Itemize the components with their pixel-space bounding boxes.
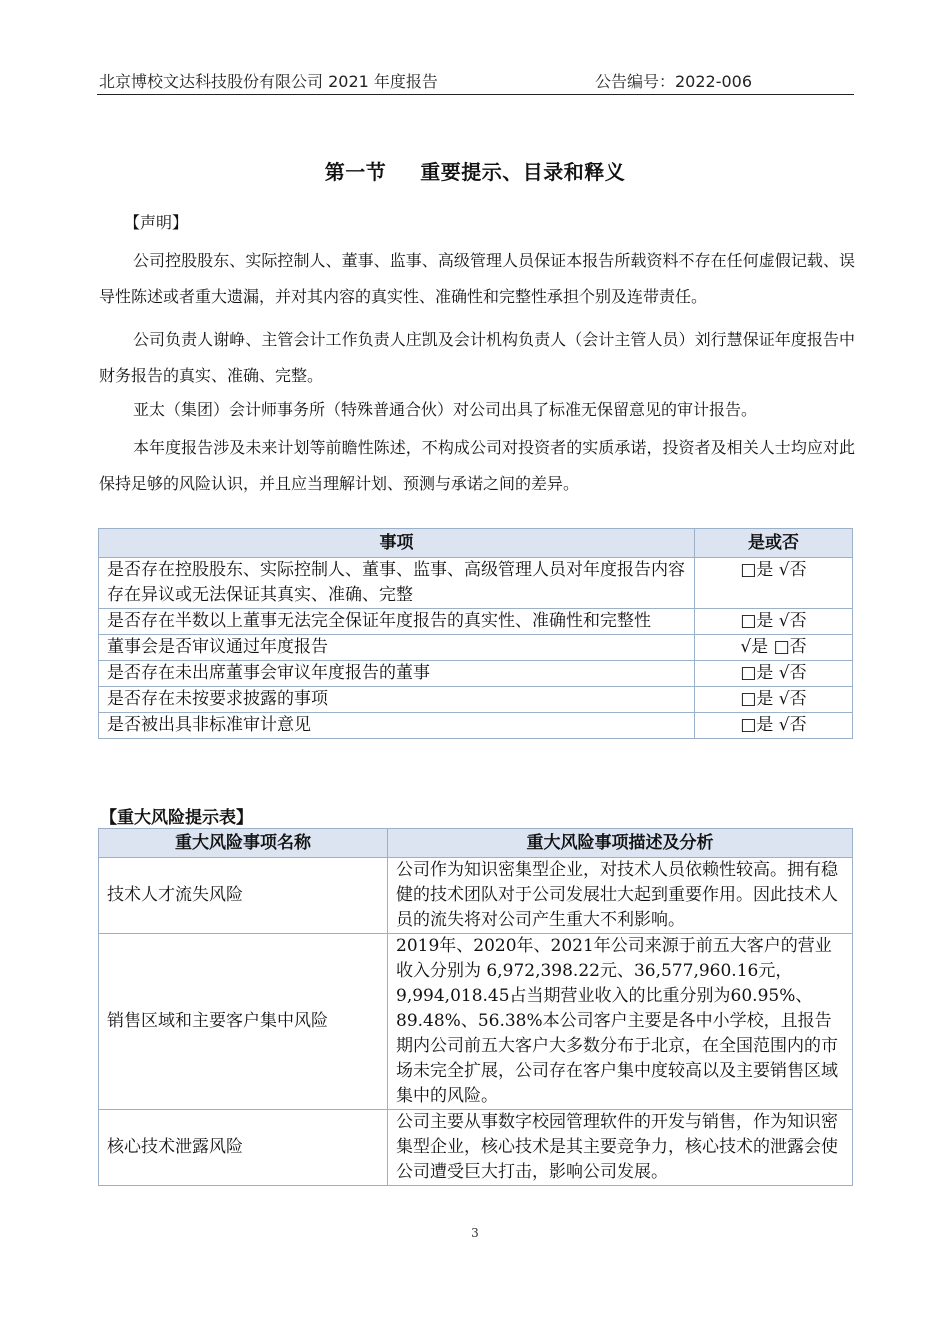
matters-table [98, 528, 853, 739]
section-name: 重要提示、目录和释义 [420, 160, 626, 184]
risk-description: 公司作为知识密集型企业，对技术人员依赖性较高。拥有稳健的技术团队对于公司发展壮大起到重要作用。因此技术人员的流失将对公司产生重大不利影响。 [388, 858, 853, 934]
risk-name: 核心技术泄露风险 [99, 1110, 388, 1186]
matter-item: 是否存在未按要求披露的事项 [99, 687, 695, 713]
risk-table-title: 【重大风险提示表】 [100, 808, 253, 828]
statement-paragraph: 公司控股股东、实际控制人、董事、监事、高级管理人员保证本报告所载资料不存在任何虚假记载、误导性陈述或者重大遗漏，并对其内容的真实性、准确性和完整性承担个别及连带责任。 [99, 251, 855, 306]
table-header-row [99, 829, 853, 858]
statement-paragraph: 公司负责人谢峥、主管会计工作负责人庄凯及会计机构负责人（会计主管人员）刘行慧保证年度报告中财务报告的真实、准确、完整。 [99, 330, 855, 385]
table-header-row [99, 529, 853, 558]
risk-name: 技术人才流失风险 [99, 858, 388, 934]
section-number: 第一节 [324, 160, 387, 184]
page-header [97, 66, 854, 95]
risk-description: 2019年、2020年、2021年公司来源于前五大客户的营业收入分别为 6,972,398.22元、36,577,960.16元，9,994,018.45占当期营业收入的比重分别为60.95%、89.48%、56.38%本公司客户主要是各中小学校，且报告期内公司前五大客户大多数分布于北京，在全国范围内的市场未完全扩展，公司存在客户集中度较高以及主要销售区域集中的风险。 [388, 934, 853, 1110]
table-row [99, 661, 853, 687]
risk-header-name: 重大风险事项名称 [99, 829, 388, 858]
risk-header-desc: 重大风险事项描述及分析 [388, 829, 853, 858]
matters-header-answer: 是或否 [695, 529, 853, 558]
matter-answer: □是 √否 [695, 687, 853, 713]
table-row [99, 934, 853, 1110]
matter-item: 是否存在半数以上董事无法完全保证年度报告的真实性、准确性和完整性 [99, 609, 695, 635]
announcement-number: 公告编号：2022-006 [595, 72, 753, 91]
page-number: 3 [471, 1226, 479, 1240]
table-row [99, 635, 853, 661]
matters-header-item: 事项 [99, 529, 695, 558]
table-row [99, 687, 853, 713]
table-row [99, 858, 853, 934]
table-row [99, 558, 853, 609]
risk-name: 销售区域和主要客户集中风险 [99, 934, 388, 1110]
matter-answer: □是 √否 [695, 558, 853, 609]
table-row [99, 1110, 853, 1186]
matter-answer: □是 √否 [695, 661, 853, 687]
risk-description: 公司主要从事数字校园管理软件的开发与销售，作为知识密集型企业，核心技术是其主要竞争力，核心技术的泄露会使公司遭受巨大打击，影响公司发展。 [388, 1110, 853, 1186]
matter-item: 是否被出具非标准审计意见 [99, 713, 695, 739]
matter-answer: □是 √否 [695, 713, 853, 739]
matter-answer: √是 □否 [695, 635, 853, 661]
statement-paragraph: 本年度报告涉及未来计划等前瞻性陈述，不构成公司对投资者的实质承诺，投资者及相关人士均应对此保持足够的风险认识，并且应当理解计划、预测与承诺之间的差异。 [99, 438, 855, 493]
matter-item: 是否存在未出席董事会审议年度报告的董事 [99, 661, 695, 687]
risk-table [98, 828, 853, 1186]
table-row [99, 713, 853, 739]
matter-answer: □是 √否 [695, 609, 853, 635]
table-row [99, 609, 853, 635]
statement-heading: 【声明】 [124, 213, 189, 232]
matter-item: 董事会是否审议通过年度报告 [99, 635, 695, 661]
report-company-title: 北京博校文达科技股份有限公司 2021 年度报告 [99, 72, 438, 91]
section-title [0, 156, 950, 185]
matter-item: 是否存在控股股东、实际控制人、董事、监事、高级管理人员对年度报告内容存在异议或无法保证其真实、准确、完整 [99, 558, 695, 609]
statement-paragraph: 亚太（集团）会计师事务所（特殊普通合伙）对公司出具了标准无保留意见的审计报告。 [133, 400, 758, 419]
